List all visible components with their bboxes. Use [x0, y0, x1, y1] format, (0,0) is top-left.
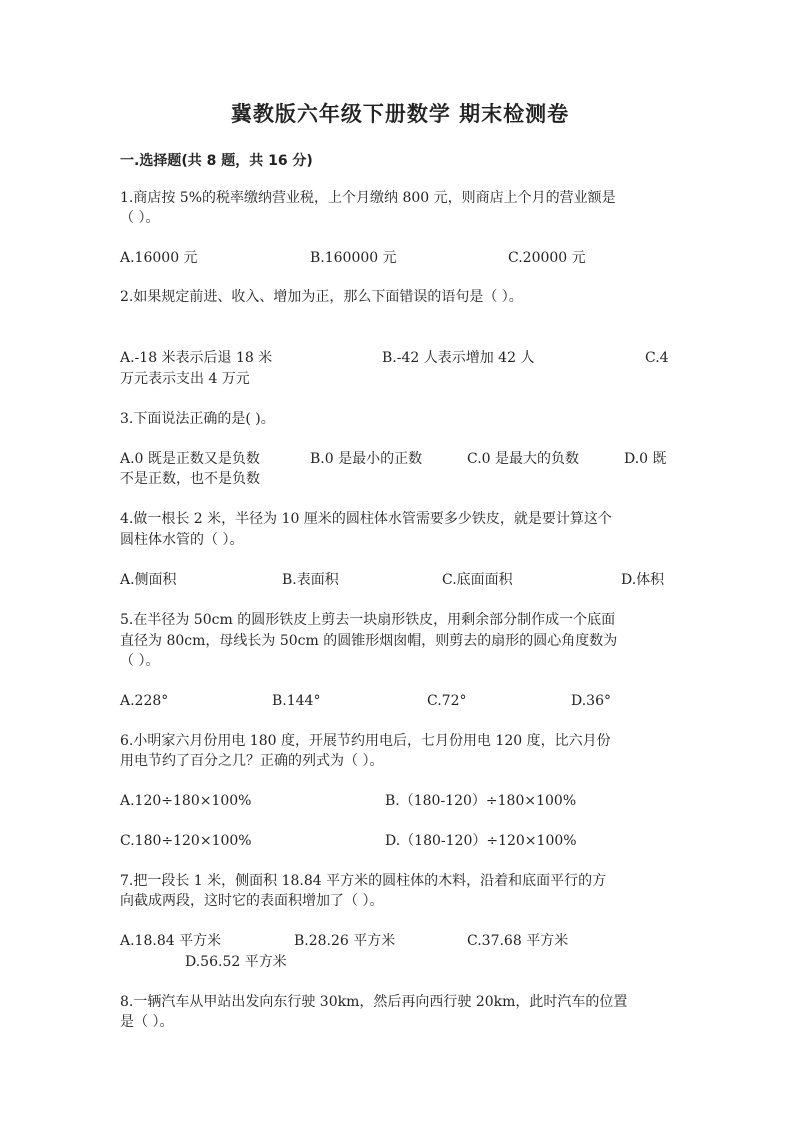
question-5-option-b: B.144°: [272, 693, 321, 709]
question-1-text: 1.商店按 5%的税率缴纳营业税，上个月缴纳 800 元，则商店上个月的营业额是: [120, 190, 616, 206]
question-5-text-cont-2: （ ）。: [120, 653, 160, 669]
question-1-option-a: A.16000 元: [120, 250, 198, 266]
question-7-option-d: D.56.52 平方米: [185, 954, 287, 970]
question-1-option-b: B.160000 元: [310, 250, 397, 266]
question-2-option-a: A.-18 米表示后退 18 米: [120, 350, 273, 366]
question-2-text: 2.如果规定前进、收入、增加为正，那么下面错误的语句是（ ）。: [120, 289, 523, 305]
question-6-option-d: D.（180-120）÷120×100%: [385, 833, 577, 849]
question-3-option-a: A.0 既是正数又是负数: [120, 451, 260, 467]
question-6-option-b: B.（180-120）÷180×100%: [385, 793, 577, 809]
question-3-text: 3.下面说法正确的是( )。: [120, 411, 275, 427]
page-title: 冀教版六年级下册数学 期末检测卷: [230, 102, 570, 126]
question-4-option-c: C.底面面积: [442, 572, 513, 588]
question-7-option-c: C.37.68 平方米: [467, 933, 569, 949]
question-6-text-cont: 用电节约了百分之几？正确的列式为（ ）。: [120, 753, 384, 769]
question-6-option-a: A.120÷180×100%: [120, 793, 252, 809]
question-1-option-c: C.20000 元: [508, 250, 586, 266]
question-4-option-a: A.侧面积: [120, 572, 177, 588]
question-7-text: 7.把一段长 1 米，侧面积 18.84 平方米的圆柱体的木料，沿着和底面平行的方: [120, 873, 607, 889]
question-2-option-c: C.4: [645, 350, 669, 366]
question-5-text-cont: 直径为 80cm，母线长为 50cm 的圆锥形烟囱帽，则剪去的扇形的圆心角度数为: [120, 633, 618, 649]
question-3-option-d: D.0 既: [624, 451, 667, 467]
question-2-option-b: B.-42 人表示增加 42 人: [382, 350, 535, 366]
question-5-option-a: A.228°: [120, 693, 169, 709]
question-2-option-c-cont: 万元表示支出 4 万元: [120, 371, 250, 387]
question-4-text: 4.做一根长 2 米，半径为 10 厘米的圆柱体水管需要多少铁皮，就是要计算这个: [120, 511, 612, 527]
question-4-text-cont: 圆柱体水管的（ ）。: [120, 532, 244, 548]
question-4-option-d: D.体积: [621, 572, 665, 588]
question-3-option-d-cont: 不是正数，也不是负数: [120, 471, 260, 487]
question-8-text: 8.一辆汽车从甲站出发向东行驶 30km，然后再向西行驶 20km，此时汽车的位置: [120, 994, 628, 1010]
question-7-text-cont: 向截成两段，这时它的表面积增加了（ ）。: [120, 893, 384, 909]
question-3-option-c: C.0 是最大的负数: [467, 451, 580, 467]
question-7-option-a: A.18.84 平方米: [120, 933, 222, 949]
section-heading: 一.选择题(共 8 题，共 16 分): [120, 153, 313, 169]
question-5-text: 5.在半径为 50cm 的圆形铁皮上剪去一块扇形铁皮，用剩余部分制作成一个底面: [120, 612, 616, 628]
question-5-option-d: D.36°: [571, 693, 611, 709]
question-4-option-b: B.表面积: [282, 572, 339, 588]
question-1-text-cont: （ ）。: [120, 210, 160, 226]
question-6-text: 6.小明家六月份用电 180 度，开展节约用电后，七月份用电 120 度，比六月份: [120, 733, 611, 749]
question-7-option-b: B.28.26 平方米: [294, 933, 396, 949]
question-8-text-cont: 是（ ）。: [120, 1014, 174, 1030]
question-5-option-c: C.72°: [427, 693, 467, 709]
question-3-option-b: B.0 是最小的正数: [310, 451, 423, 467]
question-6-option-c: C.180÷120×100%: [120, 833, 252, 849]
